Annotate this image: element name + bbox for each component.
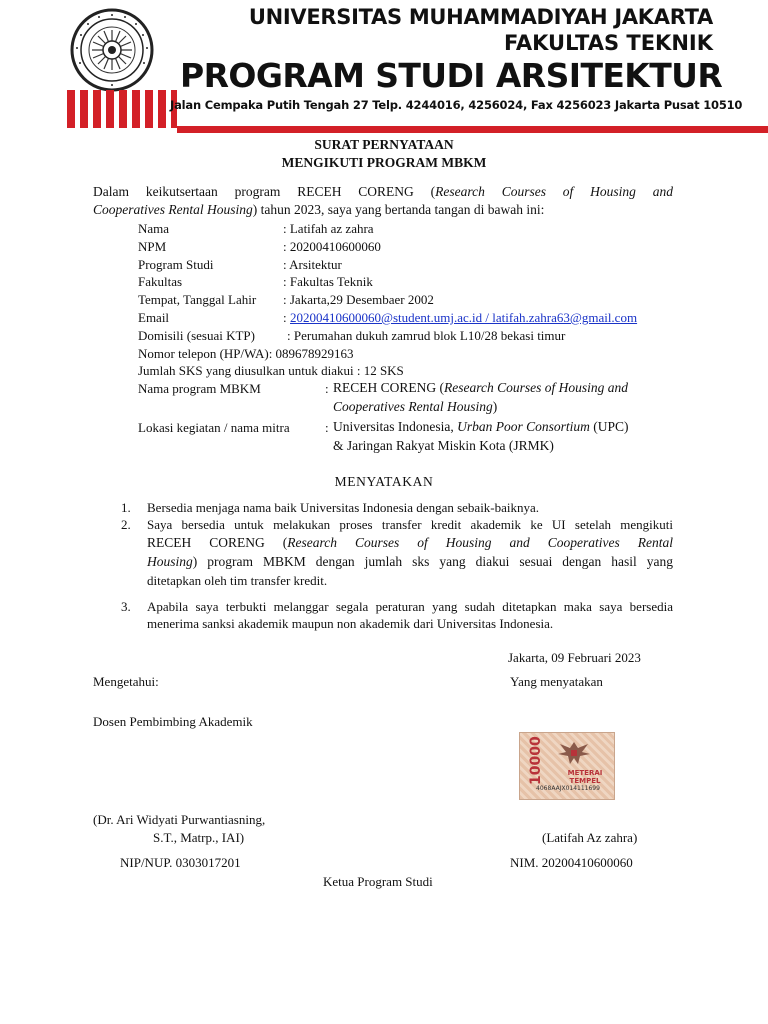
- faculty-name: FAKULTAS TEKNIK: [503, 31, 713, 55]
- document-title: SURAT PERNYATAAN: [314, 137, 454, 152]
- garuda-emblem-icon: [556, 738, 592, 766]
- field-lokasi-colon: :: [325, 420, 329, 435]
- field-npm-label: NPM: [138, 239, 167, 254]
- list-item-2-rest: ) program MBKM dengan jumlah sks yang diakui sesuai dengan hasil yang: [192, 554, 673, 569]
- list-item-2-italic-2: Housing: [147, 554, 193, 569]
- letterhead: [0, 0, 768, 140]
- list-item-2-line1: Saya bersedia untuk melakukan proses transfer kredit akademik ke UI setelah mengikuti: [147, 517, 673, 532]
- mbkm-close-paren: ): [492, 399, 498, 414]
- list-item-2-line2: [147, 534, 673, 551]
- ketua-prodi-label: Ketua Program Studi: [323, 874, 433, 889]
- list-item-2-line3: [147, 553, 673, 570]
- field-prodi-label: Program Studi: [138, 257, 214, 272]
- list-number-1: 1.: [121, 500, 131, 515]
- student-name: (Latifah Az zahra): [542, 830, 638, 845]
- field-mbkm-colon: :: [325, 381, 329, 396]
- section-heading-menyatakan: MENYATAKAN: [334, 474, 434, 489]
- list-item-3-line2: menerima sanksi akademik maupun non akademik dari Universitas Indonesia.: [147, 616, 554, 631]
- field-email-link[interactable]: 20200410600060@student.umj.ac.id / latifah.zahra63@gmail.com: [290, 310, 638, 325]
- list-number-3: 3.: [121, 599, 131, 614]
- stamp-serial: 4068AAJX014111699: [536, 785, 600, 792]
- mbkm-program-italic: Research Courses of Housing and: [444, 380, 628, 395]
- list-item-1: Bersedia menjaga nama baik Universitas Indonesia dengan sebaik-baiknya.: [147, 500, 540, 515]
- place-date: Jakarta, 09 Februari 2023: [508, 650, 641, 665]
- field-ttl-label: Tempat, Tanggal Lahir: [138, 292, 257, 307]
- stamp-value: 10000: [528, 736, 544, 785]
- field-email-label: Email: [138, 310, 170, 325]
- mengetahui-label: Mengetahui:: [93, 674, 159, 689]
- university-seal-logo: [70, 8, 154, 92]
- field-fakultas-label: Fakultas: [138, 274, 183, 289]
- field-nama-value: : Latifah az zahra: [283, 221, 374, 236]
- dosen-title: Dosen Pembimbing Akademik: [93, 714, 253, 729]
- field-domisili-value: : Perumahan dukuh zamrud blok L10/28 bekasi timur: [287, 328, 566, 343]
- header-red-stripes: [67, 90, 177, 128]
- field-nama-label: Nama: [138, 221, 170, 236]
- list-item-2-line4: ditetapkan oleh tim transfer kredit.: [147, 573, 328, 588]
- field-ttl-value: : Jakarta,29 Desembaer 2002: [283, 292, 434, 307]
- lokasi-upc-italic: Urban Poor Consortium: [457, 419, 590, 434]
- yang-menyatakan-label: Yang menyatakan: [510, 674, 603, 689]
- field-prodi-value: : Arsitektur: [283, 257, 342, 272]
- intro-line-1: [93, 183, 673, 200]
- field-mbkm-value-line1: [333, 379, 628, 396]
- field-sks: Jumlah SKS yang diusulkan untuk diakui : 12 SKS: [138, 363, 404, 378]
- field-mbkm-label: Nama program MBKM: [138, 381, 261, 396]
- university-name: UNIVERSITAS MUHAMMADIYAH JAKARTA: [248, 5, 713, 29]
- field-lokasi-value-line1: [333, 418, 629, 435]
- list-number-2: 2.: [121, 517, 131, 532]
- header-red-rule: [177, 126, 768, 133]
- mbkm-program-italic-2: Cooperatives Rental Housing: [333, 399, 493, 414]
- stamp-text: METERAI TEMPEL: [567, 769, 603, 785]
- lokasi-ui: Universitas Indonesia,: [333, 419, 458, 434]
- field-lokasi-value-line2: & Jaringan Rakyat Miskin Kota (JRMK): [333, 438, 554, 453]
- intro-text: Dalam keikutsertaan program RECEH CORENG (: [93, 184, 436, 199]
- document-subtitle: MENGIKUTI PROGRAM MBKM: [281, 155, 487, 170]
- list-item-2-program: RECEH CORENG (: [147, 535, 288, 550]
- program-name: PROGRAM STUDI ARSITEKTUR: [180, 56, 723, 95]
- field-email-colon: :: [283, 310, 287, 325]
- lokasi-upc-abbr: (UPC): [589, 419, 629, 434]
- intro-text-2: ) tahun 2023, saya yang bertanda tangan di bawah ini:: [252, 202, 545, 217]
- dosen-name-line2: S.T., Matrp., IAI): [153, 830, 245, 845]
- student-nim: NIM. 20200410600060: [510, 855, 633, 870]
- intro-program-italic-2: Cooperatives Rental Housing: [93, 202, 253, 217]
- field-telepon: Nomor telepon (HP/WA): 089678929163: [138, 346, 354, 361]
- mbkm-program-name: RECEH CORENG (: [333, 380, 444, 395]
- field-npm-value: : 20200410600060: [283, 239, 381, 254]
- intro-line-2: [93, 201, 673, 218]
- dosen-nip: NIP/NUP. 0303017201: [120, 855, 241, 870]
- intro-program-italic: Research Courses of Housing and: [435, 184, 673, 199]
- field-domisili-label: Domisili (sesuai KTP): [138, 328, 255, 343]
- list-item-3-line1: Apabila saya terbukti melanggar segala peraturan yang sudah ditetapkan maka saya bersedia: [147, 599, 673, 614]
- list-item-2-italic: Research Courses of Housing and Cooperatives Rental: [287, 535, 673, 550]
- meterai-stamp: [519, 732, 615, 800]
- dosen-name-line1: (Dr. Ari Widyati Purwantiasning,: [93, 812, 266, 827]
- field-lokasi-label: Lokasi kegiatan / nama mitra: [138, 420, 290, 435]
- field-fakultas-value: : Fakultas Teknik: [283, 274, 373, 289]
- field-mbkm-value-line2: [333, 398, 497, 415]
- campus-address: Jalan Cempaka Putih Tengah 27 Telp. 4244016, 4256024, Fax 4256023 Jakarta Pusat 10510: [170, 98, 743, 112]
